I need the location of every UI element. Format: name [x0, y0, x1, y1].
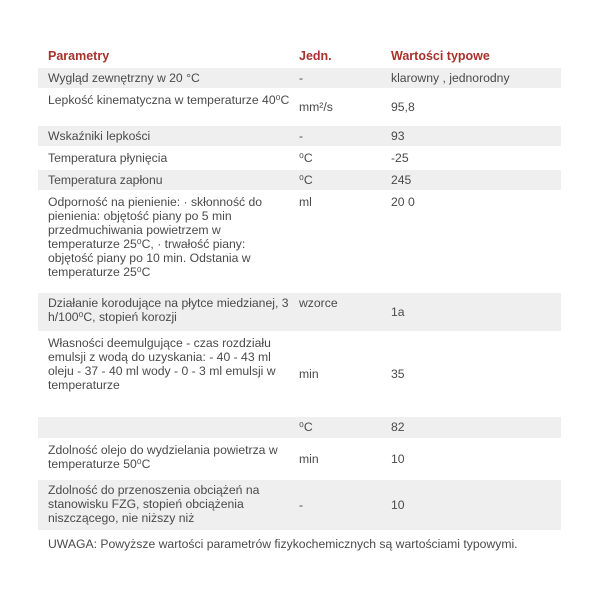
- row-value: 20 0: [391, 195, 415, 209]
- table-row: [38, 333, 561, 417]
- row-param: [38, 417, 290, 438]
- row-param: Wygląd zewnętrzny w 20 °C: [48, 71, 200, 85]
- row-value: 245: [391, 173, 412, 187]
- row-value: 95,8: [391, 100, 415, 114]
- row-unit: min: [299, 367, 319, 381]
- table-header: [38, 43, 561, 68]
- table-row: [38, 90, 561, 126]
- row-param: Wskaźniki lepkości: [48, 129, 151, 143]
- header-unit: Jedn.: [299, 49, 332, 63]
- row-unit: -: [299, 129, 304, 143]
- table-row: [38, 293, 561, 333]
- row-value: klarowny , jednorodny: [391, 71, 510, 85]
- table-row: [38, 480, 561, 532]
- row-value: 10: [391, 498, 405, 512]
- row-param: Działanie korodujące na płytce miedzianej, 3 h/100⁰C, stopień korozji: [48, 296, 289, 324]
- row-value: 1a: [391, 305, 405, 319]
- row-unit: -: [299, 71, 304, 85]
- header-param: Parametry: [48, 49, 110, 63]
- row-unit: ⁰C: [299, 420, 313, 434]
- table-row: [38, 68, 561, 90]
- row-unit: ⁰C: [299, 173, 313, 187]
- row-param: Odporność na pienienie: · skłonność do pienienia: objętość piany po 5 min przedmuchiwania powietrzem w temperaturze 25⁰C, · trwałość piany: objętość piany po 10 min. Odstania w temperaturze 25⁰C: [48, 195, 263, 279]
- table-row: [38, 126, 561, 148]
- row-param: Własności deemulgujące - czas rozdziału emulsji z wodą do uzyskania: - 40 - 43 ml oleju - 37 - 40 ml wody - 0 - 3 ml emulsji w temperaturze: [48, 336, 276, 392]
- row-unit: -: [299, 498, 304, 512]
- row-unit: mm²/s: [299, 100, 333, 114]
- table-row: [38, 170, 561, 192]
- row-value: 10: [391, 452, 405, 466]
- row-value: -25: [391, 151, 409, 165]
- header-value: Wartości typowe: [391, 49, 490, 63]
- row-unit: wzorce: [299, 296, 338, 310]
- row-param: Zdolność do przenoszenia obciążeń na stanowisku FZG, stopień obciążenia niszczącego, nie niższy niż: [48, 483, 260, 525]
- table-row: [38, 440, 561, 480]
- row-value: 93: [391, 129, 405, 143]
- row-param: Lepkość kinematyczna w temperaturze 40⁰C: [48, 93, 290, 107]
- row-param: Temperatura płynięcia: [48, 151, 168, 165]
- row-value: 82: [391, 420, 405, 434]
- row-unit: ml: [299, 195, 312, 209]
- table-row: [38, 417, 561, 440]
- row-param: Zdolność olejo do wydzielania powietrza w temperaturze 50⁰C: [48, 443, 278, 471]
- parameters-table: [38, 43, 561, 532]
- table-row: [38, 148, 561, 170]
- table-row: [38, 192, 561, 293]
- row-unit: ⁰C: [299, 151, 313, 165]
- row-param: Temperatura zapłonu: [48, 173, 163, 187]
- row-unit: min: [299, 452, 319, 466]
- row-value: 35: [391, 367, 405, 381]
- note-text: UWAGA: Powyższe wartości parametrów fizykochemicznych są wartościami typowymi.: [48, 537, 518, 551]
